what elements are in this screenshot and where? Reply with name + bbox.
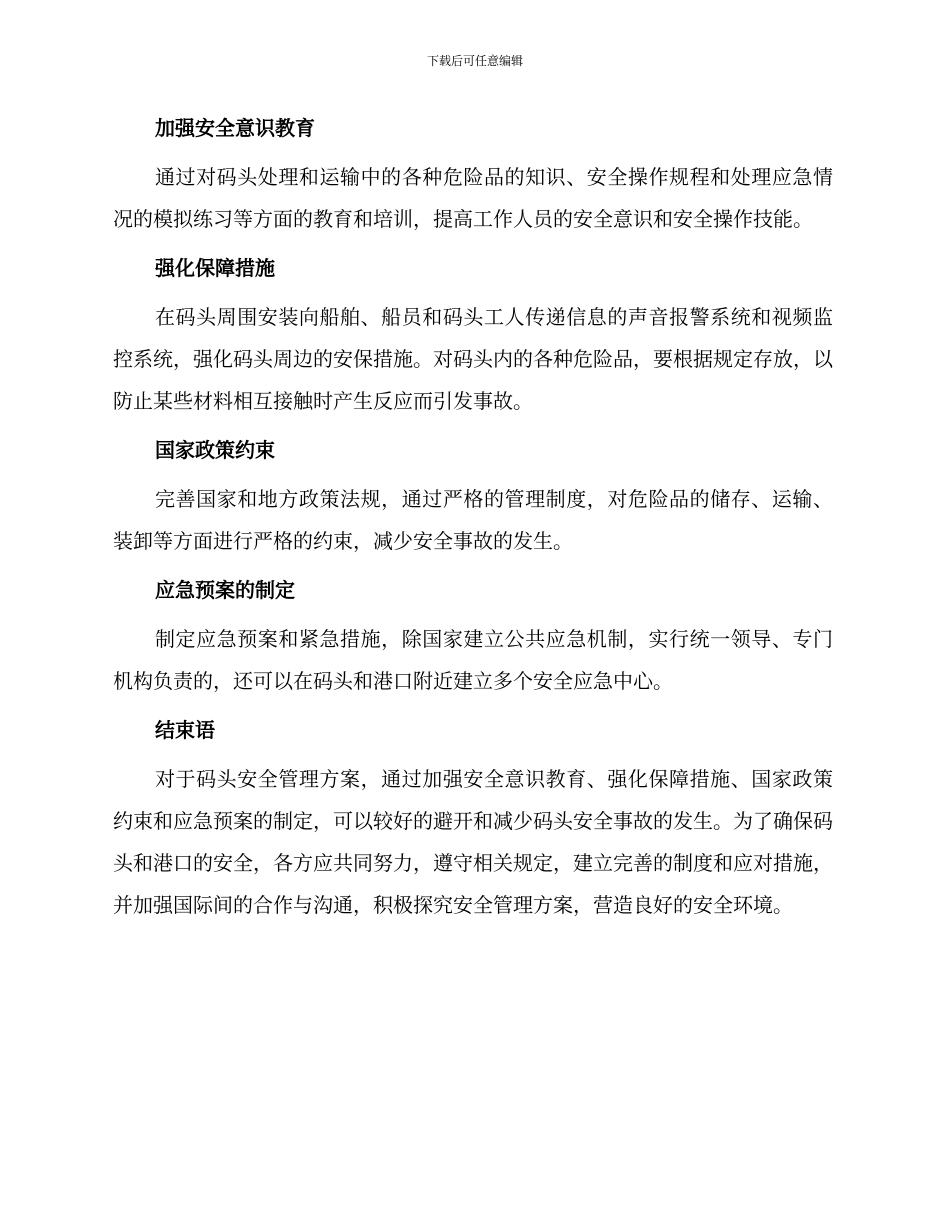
section-heading-emergency-plan: 应急预案的制定 — [155, 578, 295, 602]
document-body — [113, 108, 833, 934]
section-heading-security-measures: 强化保障措施 — [155, 256, 275, 280]
section-body-policy-constraints: 完善国家和地方政策法规，通过严格的管理制度，对危险品的储存、运输、装卸等方面进行严格的约束，减少安全事故的发生。 — [113, 487, 833, 553]
section-heading-conclusion: 结束语 — [155, 718, 215, 742]
section-heading-policy-constraints: 国家政策约束 — [155, 438, 275, 462]
section-body-conclusion: 对于码头安全管理方案，通过加强安全意识教育、强化保障措施、国家政策约束和应急预案的制定，可以较好的避开和减少码头安全事故的发生。为了确保码头和港口的安全，各方应共同努力，遵守相关规定，建立完善的制度和应对措施，并加强国际间的合作与沟通，积极探究安全管理方案，营造良好的安全环境。 — [113, 767, 833, 917]
section-body-security-measures: 在码头周围安装向船舶、船员和码头工人传递信息的声音报警系统和视频监控系统，强化码头周边的安保措施。对码头内的各种危险品，要根据规定存放，以防止某些材料相互接触时产生反应而引发事故。 — [113, 305, 833, 413]
page-header: 下载后可任意编辑 — [426, 54, 523, 68]
section-body-safety-education: 通过对码头处理和运输中的各种危险品的知识、安全操作规程和处理应急情况的模拟练习等方面的教育和培训，提高工作人员的安全意识和安全操作技能。 — [113, 165, 833, 231]
section-heading-safety-education: 加强安全意识教育 — [155, 116, 315, 140]
section-body-emergency-plan: 制定应急预案和紧急措施，除国家建立公共应急机制，实行统一领导、专门机构负责的，还可以在码头和港口附近建立多个安全应急中心。 — [113, 627, 833, 693]
